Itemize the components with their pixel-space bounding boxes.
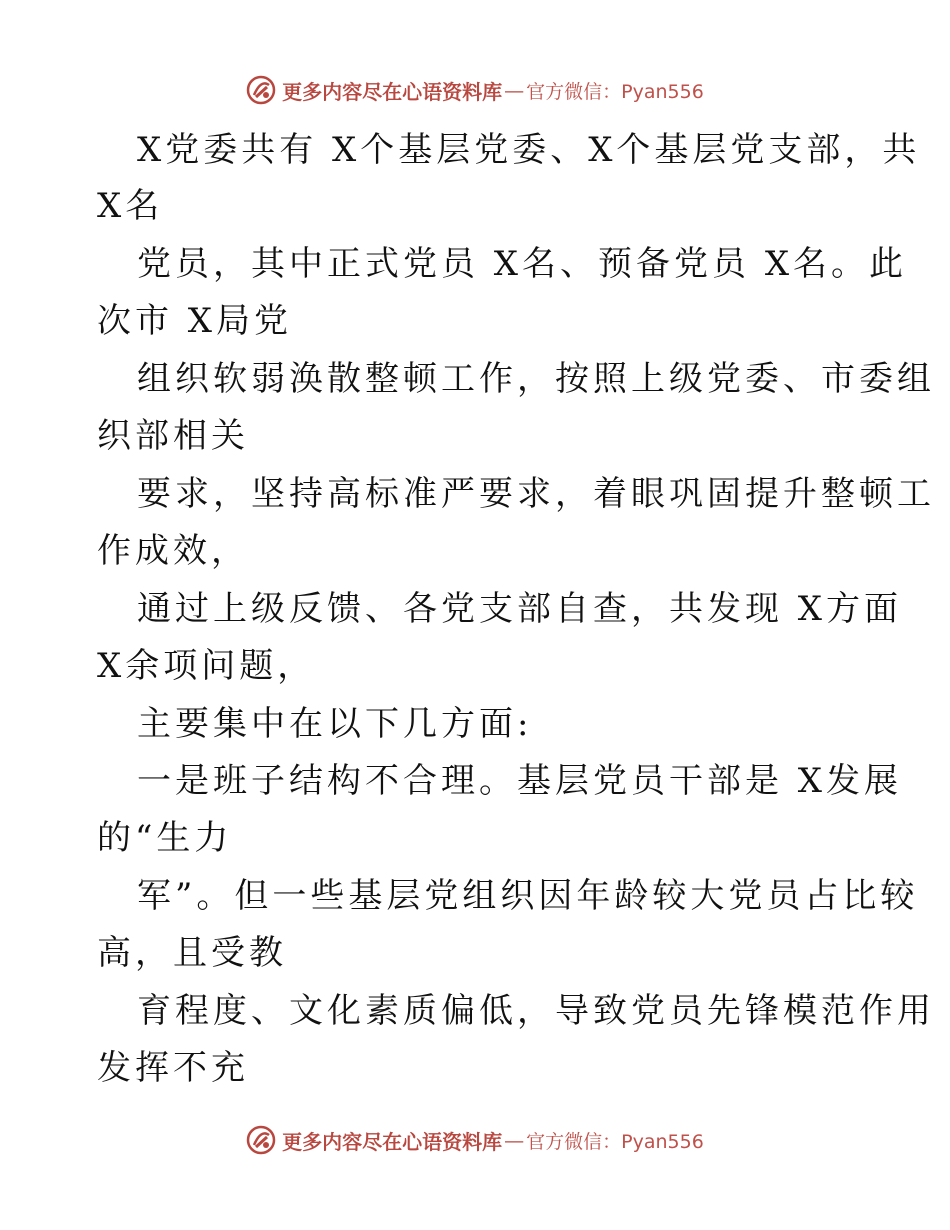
- banner-main-text: 更多内容尽在心语资料库: [282, 1129, 503, 1154]
- text-line: 组织软弱涣散整顿工作，按照上级党委、市委组: [137, 359, 935, 399]
- text-line: 军”。但一些基层党组织因年龄较大党员占比较: [137, 876, 919, 916]
- banner-wechat-text: 官方微信：Pyan556: [526, 80, 704, 103]
- text-line: 次市 X局党: [97, 301, 293, 341]
- banner-dash: —: [504, 1128, 525, 1152]
- banner-wechat-text: 官方微信：Pyan556: [526, 1130, 704, 1153]
- text-line: 要求，坚持高标准严要求，着眼巩固提升整顿工: [137, 474, 935, 514]
- text-line: 党员，其中正式党员 X名、预备党员 X名。此: [137, 244, 908, 284]
- text-line: 一是班子结构不合理。基层党员干部是 X发展: [137, 761, 903, 801]
- text-line: X余项问题，: [97, 646, 316, 686]
- text-line: 的“生力: [97, 818, 233, 858]
- logo-icon: [246, 75, 276, 105]
- text-line: X党委共有 X个基层党委、X个基层党支部，共: [137, 130, 921, 170]
- banner-main-text: 更多内容尽在心语资料库: [282, 79, 503, 104]
- text-line: 通过上级反馈、各党支部自查，共发现 X方面: [137, 589, 903, 629]
- text-line: 织部相关: [97, 416, 249, 456]
- text-line: 发挥不充: [97, 1048, 249, 1088]
- logo-icon: [246, 1125, 276, 1155]
- banner-dash: —: [504, 78, 525, 102]
- text-line: 高，且受教: [97, 933, 287, 973]
- header-banner: [0, 70, 950, 110]
- footer-banner: [0, 1120, 950, 1160]
- text-line: 主要集中在以下几方面:: [137, 704, 533, 744]
- text-line: 育程度、文化素质偏低，导致党员先锋模范作用: [137, 991, 935, 1031]
- text-line: 作成效，: [97, 531, 249, 571]
- text-line: X名: [97, 186, 164, 226]
